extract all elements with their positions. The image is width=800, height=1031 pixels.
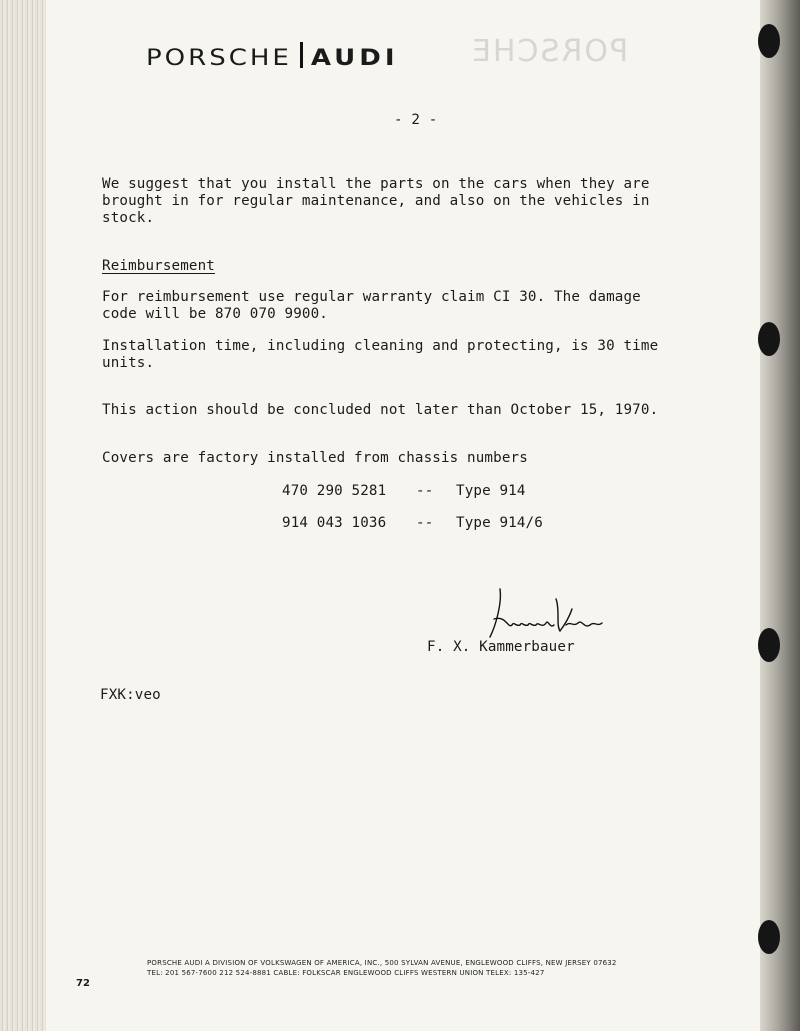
paragraph-line: code will be 870 070 9900. xyxy=(102,306,328,322)
chassis-dash: -- xyxy=(416,515,434,531)
footer-contact: TEL: 201 567-7600 212 524-8881 CABLE: FOLKSCAR ENGLEWOOD CLIFFS WESTERN UNION TELEX: 135-427 xyxy=(147,969,545,977)
letterhead-logo xyxy=(146,42,399,73)
binder-hole xyxy=(758,628,780,662)
paragraph-line: stock. xyxy=(102,210,155,226)
paragraph-line: Covers are factory installed from chassis numbers xyxy=(102,450,528,466)
paragraph-line: brought in for regular maintenance, and also on the vehicles in xyxy=(102,193,650,209)
page-number-top: - 2 - xyxy=(394,112,438,128)
brand-audi: AUDI xyxy=(310,45,399,71)
binder-hole xyxy=(758,24,780,58)
binder-page-number: 72 xyxy=(76,978,90,989)
signatory-name: F. X. Kammerbauer xyxy=(427,639,575,655)
binder-edge xyxy=(760,0,800,1031)
brand-porsche: PORSCHE xyxy=(146,45,292,71)
footer-address: PORSCHE AUDI A DIVISION OF VOLKSWAGEN OF AMERICA, INC., 500 SYLVAN AVENUE, ENGLEWOOD CLIFFS, NEW JERSEY 07632 xyxy=(147,959,617,967)
chassis-dash: -- xyxy=(416,483,434,499)
document-page xyxy=(46,0,768,1031)
paragraph-line: Installation time, including cleaning and protecting, is 30 time xyxy=(102,338,659,354)
logo-divider xyxy=(300,42,303,68)
chassis-type: Type 914/6 xyxy=(456,515,543,531)
binder-hole xyxy=(758,322,780,356)
paragraph-line: This action should be concluded not later than October 15, 1970. xyxy=(102,402,659,418)
chassis-number: 470 290 5281 xyxy=(282,483,387,499)
paragraph-line: For reimbursement use regular warranty claim CI 30. The damage xyxy=(102,289,641,305)
binder-hole xyxy=(758,920,780,954)
letterhead-footer xyxy=(147,958,617,978)
paragraph-line: units. xyxy=(102,355,155,371)
handwritten-signature xyxy=(486,585,606,647)
paragraph-line: We suggest that you install the parts on the cars when they are xyxy=(102,176,650,192)
chassis-type: Type 914 xyxy=(456,483,526,499)
show-through-logo: PORSCHE xyxy=(470,34,629,69)
section-heading: Reimbursement xyxy=(102,258,215,274)
chassis-number: 914 043 1036 xyxy=(282,515,387,531)
reference-initials: FXK:veo xyxy=(100,687,161,703)
page-stack-edge xyxy=(0,0,46,1031)
